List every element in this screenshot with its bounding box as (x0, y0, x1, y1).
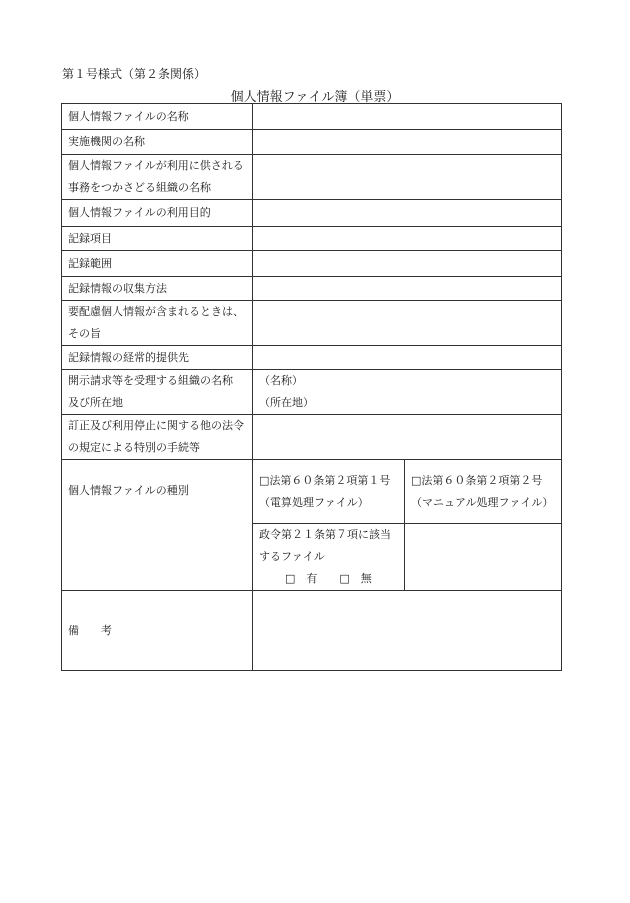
sensitive-label (62, 301, 253, 346)
table-row (62, 251, 562, 277)
agency-name-value (253, 130, 562, 155)
table-row (62, 104, 562, 130)
disclosure-line-1: 開示請求等を受理する組織の名称 (68, 374, 233, 387)
table-row (62, 155, 562, 200)
table-row (62, 591, 562, 671)
file-type-label: 個人情報ファイルの種別 (62, 460, 253, 591)
remarks-char-1: 備 (68, 623, 79, 637)
sensitive-line-1: 要配慮個人情報が含まれるときは、 (68, 305, 244, 318)
correction-label (62, 415, 253, 460)
ordinance-blank-cell (405, 524, 562, 591)
remarks-value (253, 591, 562, 671)
type-digital-line-1: □法第６０条第２項第１号 (259, 473, 391, 487)
scope-label: 記録範囲 (62, 251, 253, 277)
register-table (61, 103, 562, 671)
disclosure-name-field: （名称） (259, 374, 303, 387)
table-row (62, 130, 562, 155)
sensitive-line-2: その旨 (68, 327, 101, 340)
items-label: 記録項目 (62, 227, 253, 251)
table-row (62, 227, 562, 251)
ordinance-options: □ 有 □ 無 (285, 572, 372, 585)
table-row (62, 460, 562, 524)
agency-name-label: 実施機関の名称 (62, 130, 253, 155)
org-name-line-2: 事務をつかさどる組織の名称 (68, 181, 211, 194)
ordinance-line-1: 政令第２１条第７項に該当 (259, 528, 391, 541)
org-name-value (253, 155, 562, 200)
disclosure-address-field: （所在地） (259, 396, 314, 409)
purpose-label: 個人情報ファイルの利用目的 (62, 200, 253, 227)
scope-value (253, 251, 562, 277)
org-name-label (62, 155, 253, 200)
table-row (62, 415, 562, 460)
ordinance-cell (253, 524, 405, 591)
collection-label: 記録情報の収集方法 (62, 277, 253, 301)
sensitive-value (253, 301, 562, 346)
page-title: 個人情報ファイル簿（単票） (230, 90, 400, 105)
table-row (62, 346, 562, 370)
type-digital-line-2: （電算処理ファイル） (259, 495, 369, 509)
type-manual-line-2: （マニュアル処理ファイル） (411, 495, 554, 509)
disclosure-value (253, 370, 562, 415)
disclosure-label (62, 370, 253, 415)
correction-value (253, 415, 562, 460)
remarks-char-2: 考 (101, 623, 112, 637)
table-row (62, 277, 562, 301)
provision-value (253, 346, 562, 370)
org-name-line-1: 個人情報ファイルが利用に供される (68, 159, 244, 172)
provision-label: 記録情報の経常的提供先 (62, 346, 253, 370)
file-name-value (253, 104, 562, 130)
collection-value (253, 277, 562, 301)
disclosure-line-2: 及び所在地 (68, 396, 123, 409)
ordinance-line-2: するファイル (259, 550, 325, 563)
file-name-label: 個人情報ファイルの名称 (62, 104, 253, 130)
items-value (253, 227, 562, 251)
table-row (62, 370, 562, 415)
table-row (62, 301, 562, 346)
remarks-label (62, 591, 253, 671)
correction-line-1: 訂正及び利用停止に関する他の法令 (68, 419, 244, 432)
purpose-value (253, 200, 562, 227)
type-manual-line-1: □法第６０条第２項第２号 (411, 473, 543, 487)
table-row (62, 200, 562, 227)
correction-line-2: の規定による特別の手続等 (68, 441, 200, 454)
type-manual-cell (405, 460, 562, 524)
type-digital-cell (253, 460, 405, 524)
form-number: 第１号様式（第２条関係） (62, 67, 207, 81)
